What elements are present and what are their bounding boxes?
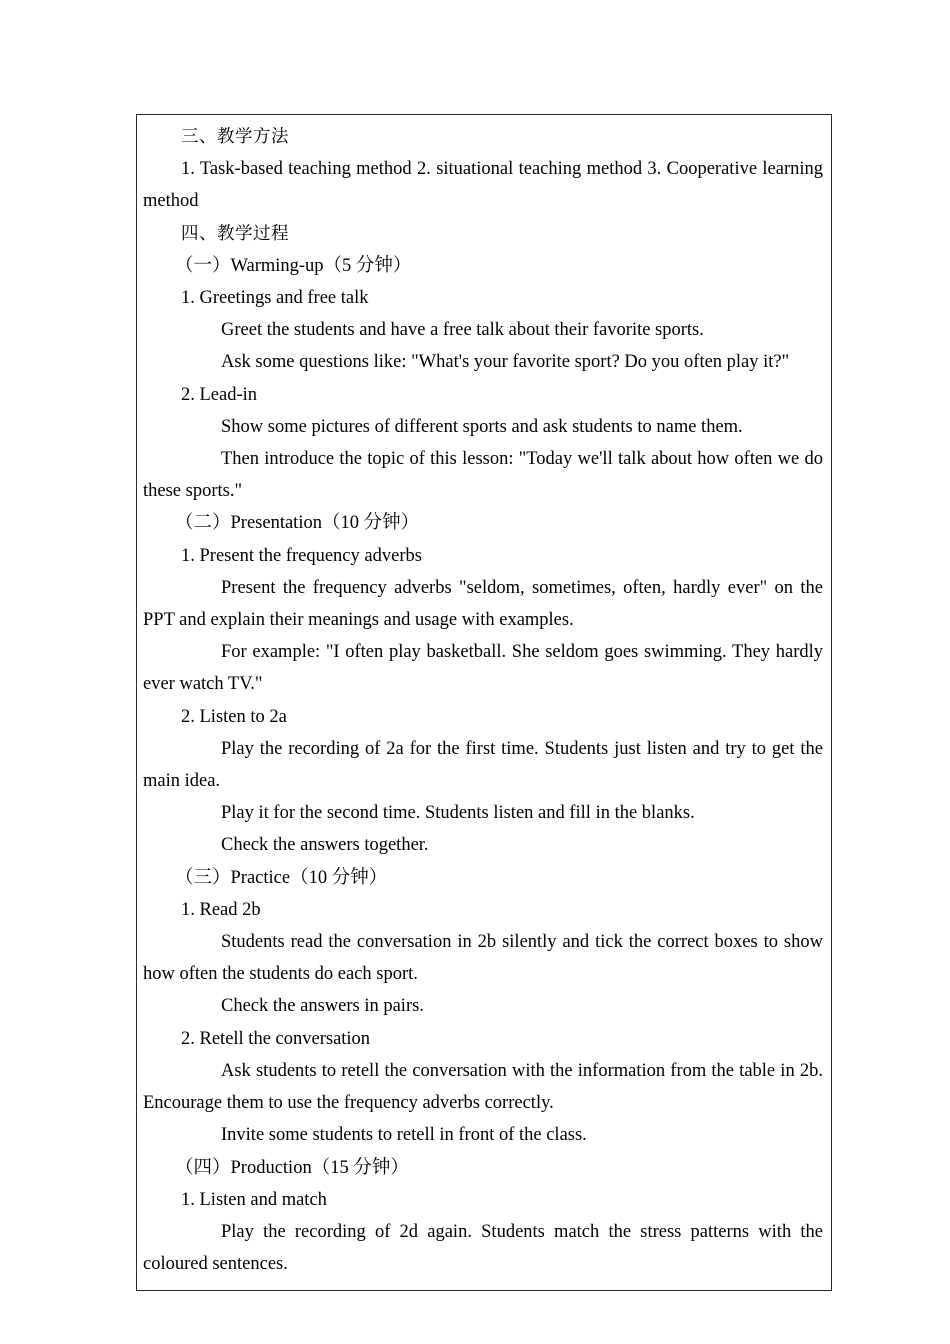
- stage-heading-production: （四）Production（15 分钟）: [175, 1157, 409, 1178]
- paragraph-for-example: For example: "I often play basketball. She seldom goes swimming. They hardly ever watch TV.": [143, 642, 823, 695]
- paragraph-present-adverbs-ppt: Present the frequency adverbs "seldom, sometimes, often, hardly ever" on the PPT and explain their meanings and usage with examples.: [143, 577, 823, 631]
- step-greetings-and-free-talk: 1. Greetings and free talk: [181, 288, 369, 309]
- paragraph-greet-students: Greet the students and have a free talk about their favorite sports.: [221, 320, 704, 341]
- paragraph-check-answers-in-pairs: Check the answers in pairs.: [221, 996, 424, 1017]
- paragraph-introduce-topic: Then introduce the topic of this lesson: "Today we'll talk about how often we do these sports.": [143, 449, 823, 502]
- paragraph-show-pictures: Show some pictures of different sports and ask students to name them.: [221, 416, 743, 437]
- paragraph-play-2d-match-stress: Play the recording of 2d again. Students match the stress patterns with the coloured sentences.: [143, 1221, 823, 1275]
- step-lead-in: 2. Lead-in: [181, 384, 258, 405]
- step-listen-and-match: 1. Listen and match: [181, 1189, 327, 1210]
- paragraph-retell-with-table-info: Ask students to retell the conversation with the information from the table in 2b. Encourage them to use the frequency adverbs correctly.: [143, 1060, 823, 1114]
- stage-heading-presentation: （二）Presentation（10 分钟）: [175, 513, 420, 534]
- paragraph-play-recording-first-time: Play the recording of 2a for the first time. Students just listen and try to get the main idea.: [143, 738, 823, 792]
- step-read-2b: 1. Read 2b: [181, 899, 261, 920]
- step-retell-conversation: 2. Retell the conversation: [181, 1028, 371, 1049]
- stage-heading-practice: （三）Practice（10 分钟）: [175, 867, 388, 888]
- paragraph-teaching-methods-list: 1. Task-based teaching method 2. situational teaching method 3. Cooperative learning method: [143, 159, 823, 212]
- paragraph-invite-students-retell: Invite some students to retell in front of the class.: [221, 1125, 587, 1146]
- paragraph-ask-questions: Ask some questions like: "What's your favorite sport? Do you often play it?": [221, 352, 790, 373]
- lesson-plan-cell: [137, 121, 831, 1280]
- section-heading-teaching-methods: 三、教学方法: [181, 127, 289, 147]
- paragraph-check-answers-together: Check the answers together.: [221, 835, 429, 856]
- paragraph-read-conversation-2b: Students read the conversation in 2b silently and tick the correct boxes to show how often the students do each sport.: [143, 932, 823, 985]
- section-heading-teaching-process: 四、教学过程: [181, 223, 289, 244]
- lesson-plan-table: [136, 114, 832, 1291]
- step-listen-to-2a: 2. Listen to 2a: [181, 706, 287, 727]
- paragraph-play-second-time: Play it for the second time. Students listen and fill in the blanks.: [221, 803, 695, 824]
- step-present-frequency-adverbs: 1. Present the frequency adverbs: [181, 545, 422, 566]
- stage-heading-warming-up: （一）Warming-up（5 分钟）: [175, 255, 412, 276]
